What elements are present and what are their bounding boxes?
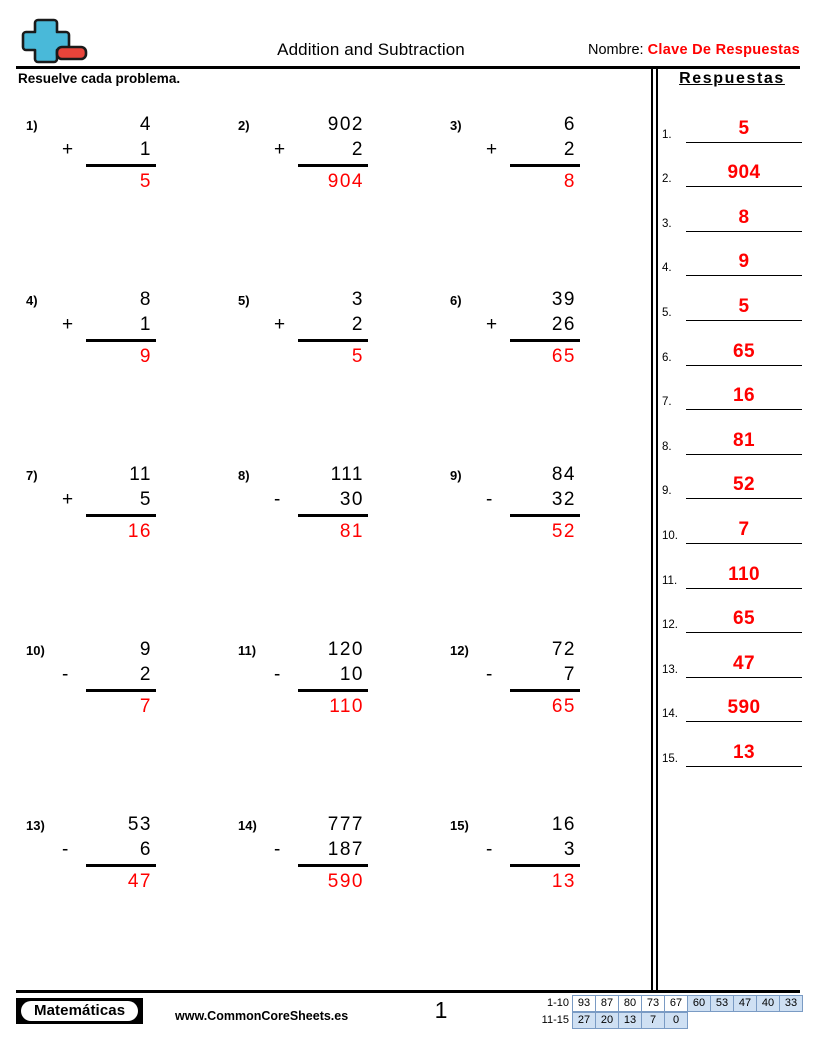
answer-row [662, 321, 802, 366]
problem-bottom-value: 1 [139, 314, 152, 335]
problems-grid [16, 112, 646, 987]
answer-index: 7. [662, 396, 672, 409]
answer-index: 9. [662, 485, 672, 498]
problem-operator: - [486, 839, 494, 860]
answer-row [662, 276, 802, 321]
problem-item [440, 112, 640, 222]
problem-stack [270, 637, 378, 719]
problem-top-operand: 72 [551, 639, 576, 660]
problem-number: 12) [450, 643, 469, 658]
problem-number: 3) [450, 118, 462, 133]
grading-scale [531, 995, 803, 1029]
problem-top-operand: 4 [139, 114, 152, 135]
problem-rule [86, 164, 156, 167]
grading-scale-row-label: 11-15 [541, 1014, 569, 1026]
problem-rule [298, 339, 368, 342]
grading-scale-cells [573, 995, 803, 1012]
problem-item [16, 812, 216, 922]
problem-top-operand: 11 [129, 464, 152, 485]
problem-operator: + [62, 314, 75, 335]
answer-value: 47 [733, 652, 755, 674]
problem-rule [510, 864, 580, 867]
answers-panel [662, 70, 802, 767]
vertical-divider-inner [656, 68, 658, 990]
answer-row [662, 410, 802, 455]
name-value: Clave De Respuestas [647, 42, 800, 58]
answer-index: 2. [662, 173, 672, 186]
problem-rule [298, 689, 368, 692]
grading-scale-cell: 33 [779, 995, 803, 1012]
problem-top-operand: 777 [327, 814, 364, 835]
answer-line [686, 766, 802, 767]
grading-scale-cell: 20 [595, 1012, 619, 1029]
problem-answer: 13 [551, 871, 576, 892]
problem-top-operand: 3 [351, 289, 364, 310]
problem-item [16, 112, 216, 222]
grading-scale-cell: 53 [710, 995, 734, 1012]
problem-item [228, 812, 428, 922]
problem-operator: + [274, 314, 287, 335]
problem-number: 8) [238, 468, 250, 483]
problem-stack [58, 637, 166, 719]
problem-top-operand: 9 [139, 639, 152, 660]
page-header [16, 14, 800, 66]
answer-value: 590 [727, 697, 761, 719]
problem-top-operand: 120 [327, 639, 364, 660]
problem-stack [482, 812, 590, 894]
grading-scale-row-label: 1-10 [546, 997, 569, 1009]
problem-stack [270, 462, 378, 544]
problem-bottom-value: 6 [139, 839, 152, 860]
problem-bottom-value: 32 [551, 489, 576, 510]
answer-row [662, 98, 802, 143]
problem-answer: 9 [139, 346, 152, 367]
grading-scale-cell: 87 [595, 995, 619, 1012]
answer-value: 81 [733, 429, 755, 451]
grading-scale-cell: 80 [618, 995, 642, 1012]
name-field [588, 42, 800, 58]
problem-number: 6) [450, 293, 462, 308]
problem-number: 10) [26, 643, 45, 658]
problem-answer: 65 [551, 696, 576, 717]
problem-bottom-operand [58, 487, 166, 512]
header-divider [16, 66, 800, 69]
problem-item [228, 287, 428, 397]
problem-number: 4) [26, 293, 38, 308]
problem-row [16, 462, 646, 637]
vertical-divider-outer [651, 68, 653, 990]
problem-rule [298, 514, 368, 517]
answer-row [662, 544, 802, 589]
problem-bottom-value: 30 [339, 489, 364, 510]
answer-index: 1. [662, 128, 672, 141]
answer-value: 9 [738, 251, 750, 273]
problem-bottom-operand [58, 837, 166, 862]
page-title: Addition and Subtraction [277, 40, 465, 59]
answer-value: 8 [738, 206, 750, 228]
brand-badge [16, 998, 143, 1024]
answer-index: 13. [662, 663, 678, 676]
problem-rule [86, 339, 156, 342]
grading-scale-row [531, 1012, 803, 1029]
problem-bottom-operand [482, 837, 590, 862]
problem-item [228, 462, 428, 572]
problem-stack [58, 462, 166, 544]
grading-scale-cell: 0 [664, 1012, 688, 1029]
problem-item [16, 462, 216, 572]
grading-scale-cell: 60 [687, 995, 711, 1012]
grading-scale-cell: 40 [756, 995, 780, 1012]
answer-value: 110 [728, 563, 760, 585]
problem-answer: 7 [139, 696, 152, 717]
problem-bottom-operand [58, 137, 166, 162]
problem-operator: - [62, 839, 70, 860]
answer-row [662, 589, 802, 634]
problem-number: 5) [238, 293, 250, 308]
problem-row [16, 812, 646, 987]
answer-value: 7 [738, 518, 750, 540]
answer-value: 65 [733, 340, 755, 362]
problem-operator: - [486, 489, 494, 510]
problem-number: 14) [238, 818, 257, 833]
problem-top-operand: 16 [551, 814, 576, 835]
problem-stack [270, 112, 378, 194]
problem-rule [510, 689, 580, 692]
problem-stack [58, 112, 166, 194]
answer-value: 13 [733, 741, 755, 763]
answer-row [662, 143, 802, 188]
problem-item [228, 112, 428, 222]
problem-bottom-operand [482, 312, 590, 337]
answer-index: 8. [662, 440, 672, 453]
problem-top-operand: 6 [563, 114, 576, 135]
grading-scale-cell: 27 [572, 1012, 596, 1029]
problem-number: 15) [450, 818, 469, 833]
problem-top-operand: 39 [551, 289, 576, 310]
problem-number: 2) [238, 118, 250, 133]
problem-rule [86, 864, 156, 867]
answer-value: 52 [733, 474, 755, 496]
problem-bottom-value: 187 [327, 839, 364, 860]
problem-bottom-value: 1 [139, 139, 152, 160]
problem-operator: + [274, 139, 287, 160]
problem-bottom-operand [482, 662, 590, 687]
problem-rule [86, 689, 156, 692]
problem-stack [58, 812, 166, 894]
problem-bottom-operand [482, 487, 590, 512]
problem-rule [86, 514, 156, 517]
problem-number: 1) [26, 118, 38, 133]
problem-answer: 81 [339, 521, 364, 542]
problem-stack [482, 637, 590, 719]
problem-operator: - [486, 664, 494, 685]
problem-top-operand: 8 [139, 289, 152, 310]
problem-bottom-operand [270, 137, 378, 162]
footer-divider [16, 990, 800, 993]
problem-top-operand: 84 [551, 464, 576, 485]
problem-answer: 110 [329, 696, 364, 717]
problem-operator: - [274, 839, 282, 860]
answer-row [662, 499, 802, 544]
answer-row [662, 678, 802, 723]
problem-item [440, 812, 640, 922]
problem-number: 11) [238, 643, 257, 658]
problem-answer: 8 [563, 171, 576, 192]
answer-row [662, 366, 802, 411]
answer-row [662, 633, 802, 678]
answer-index: 5. [662, 306, 672, 319]
problem-answer: 52 [551, 521, 576, 542]
problem-answer: 5 [351, 346, 364, 367]
problem-stack [270, 812, 378, 894]
answer-index: 4. [662, 262, 672, 275]
problem-answer: 16 [127, 521, 152, 542]
answer-index: 11. [662, 574, 678, 587]
problem-operator: - [274, 664, 282, 685]
brand-label: Matemáticas [21, 1001, 138, 1021]
problem-rule [510, 339, 580, 342]
problem-number: 7) [26, 468, 38, 483]
page-number: 1 [434, 997, 448, 1023]
problem-number: 9) [450, 468, 462, 483]
answer-row [662, 232, 802, 277]
answer-row [662, 187, 802, 232]
plus-minus-icon [16, 16, 88, 64]
problem-stack [58, 287, 166, 369]
problem-item [16, 287, 216, 397]
problem-operator: + [62, 489, 75, 510]
problem-row [16, 637, 646, 812]
problem-rule [510, 514, 580, 517]
answer-value: 16 [733, 385, 755, 407]
problem-bottom-value: 7 [563, 664, 576, 685]
problem-bottom-operand [270, 662, 378, 687]
problem-stack [482, 112, 590, 194]
answer-row [662, 722, 802, 767]
answer-row [662, 455, 802, 500]
problem-stack [482, 287, 590, 369]
problem-item [440, 462, 640, 572]
grading-scale-cell: 67 [664, 995, 688, 1012]
problem-bottom-value: 2 [563, 139, 576, 160]
problem-operator: + [62, 139, 75, 160]
answer-value: 5 [738, 295, 750, 317]
problem-bottom-operand [482, 137, 590, 162]
problem-top-operand: 902 [327, 114, 364, 135]
problem-bottom-value: 5 [139, 489, 152, 510]
problem-item [16, 637, 216, 747]
problem-answer: 590 [327, 871, 364, 892]
problem-rule [298, 164, 368, 167]
problem-bottom-value: 2 [139, 664, 152, 685]
problem-top-operand: 111 [330, 464, 364, 485]
problem-answer: 47 [127, 871, 152, 892]
problem-bottom-value: 2 [351, 139, 364, 160]
answers-list [662, 98, 802, 767]
answer-index: 6. [662, 351, 672, 364]
problem-operator: - [62, 664, 70, 685]
site-url: www.CommonCoreSheets.es [175, 1009, 349, 1023]
grading-scale-cell: 93 [572, 995, 596, 1012]
problem-top-operand: 53 [127, 814, 152, 835]
grading-scale-cell: 73 [641, 995, 665, 1012]
problem-item [228, 637, 428, 747]
answers-panel-title: Respuestas [679, 70, 785, 87]
problem-operator: + [486, 139, 499, 160]
problem-bottom-operand [270, 312, 378, 337]
answer-index: 14. [662, 708, 678, 721]
problem-item [440, 637, 640, 747]
problem-operator: + [486, 314, 499, 335]
answer-index: 10. [662, 529, 678, 542]
problem-bottom-operand [58, 312, 166, 337]
answer-value: 5 [738, 117, 750, 139]
problem-answer: 904 [327, 171, 364, 192]
problem-stack [482, 462, 590, 544]
answer-value: 904 [727, 162, 761, 184]
problem-rule [298, 864, 368, 867]
answer-index: 15. [662, 752, 678, 765]
problem-bottom-operand [270, 487, 378, 512]
problem-row [16, 112, 646, 287]
problem-number: 13) [26, 818, 45, 833]
problem-operator: - [274, 489, 282, 510]
problem-bottom-value: 10 [339, 664, 364, 685]
answer-index: 12. [662, 619, 678, 632]
problem-item [440, 287, 640, 397]
problem-bottom-value: 3 [563, 839, 576, 860]
instructions-text: Resuelve cada problema. [18, 71, 181, 86]
problem-rule [510, 164, 580, 167]
answer-value: 65 [733, 608, 755, 630]
grading-scale-cells [573, 1012, 688, 1029]
answer-index: 3. [662, 217, 672, 230]
grading-scale-cell: 47 [733, 995, 757, 1012]
problem-answer: 5 [139, 171, 152, 192]
grading-scale-cell: 13 [618, 1012, 642, 1029]
problem-bottom-value: 2 [351, 314, 364, 335]
problem-row [16, 287, 646, 462]
problem-answer: 65 [551, 346, 576, 367]
problem-stack [270, 287, 378, 369]
problem-bottom-operand [270, 837, 378, 862]
problem-bottom-value: 26 [551, 314, 576, 335]
name-label: Nombre: [587, 42, 644, 58]
grading-scale-cell: 7 [641, 1012, 665, 1029]
grading-scale-row [531, 995, 803, 1012]
problem-bottom-operand [58, 662, 166, 687]
